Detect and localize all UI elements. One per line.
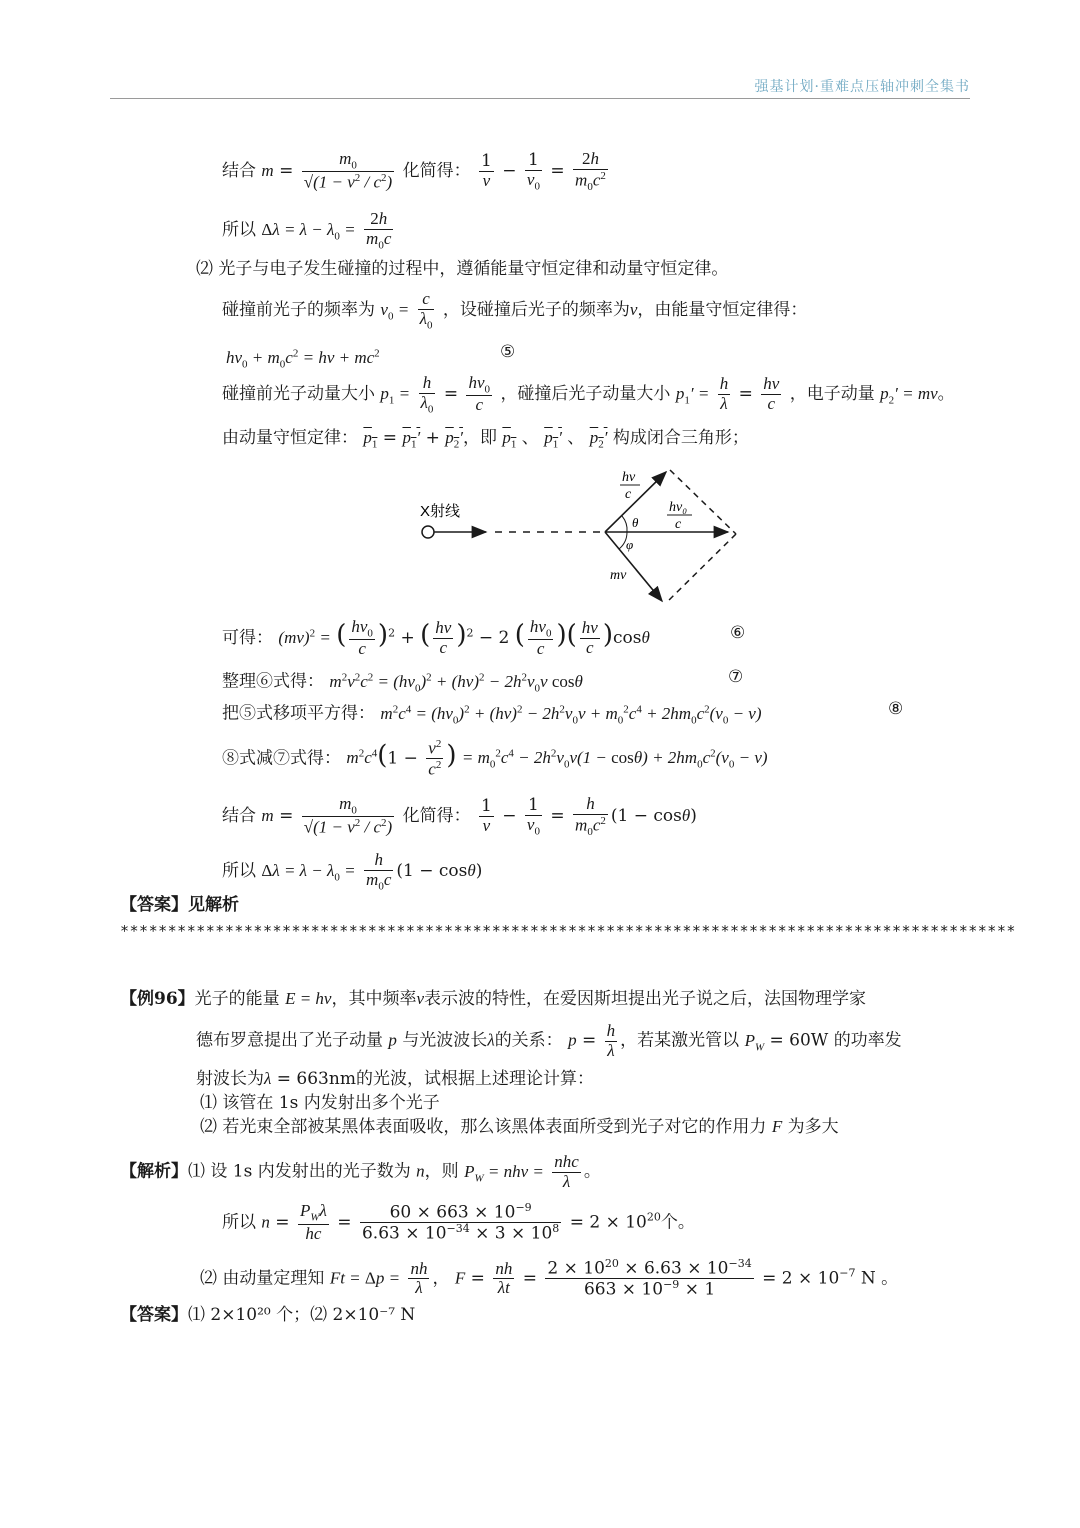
eq-line-1: 结合 m = $\frac{m_0}{√(1 - v^2 / c^2)}$ 化简得： $\frac{1}{\nu}$ − $\frac{1}{\nu_0}$ = $\frac{2h}{m_0c^2}$ xyxy=(222,149,606,193)
example-q2: ⑵ 若光束全部被某黑体表面吸收，那么该黑体表面所受到光子对它的作用力 F 为多大 xyxy=(200,1117,839,1137)
solution-line-2: 所以 n = $\frac{P_W\lambda}{hc}$ = $\frac{60 \times 663 \times 10^{-9}}{6.63 \times 10^{-34} \times 3 \times 10^8}$ = $2 \times 10^{20}$个。 xyxy=(222,1201,695,1244)
eq-line-13: 所以 $\Delta\lambda = \lambda - \lambda_0$ = $\frac{h}{m_0c}$ (1 − cosθ) xyxy=(222,850,483,893)
hv0-label: hν₀ xyxy=(669,500,688,515)
eq-line-6: 碰撞前光子动量大小 $p_1$ = $\frac{h}{\lambda_0}$ = $\frac{h\nu_0}{c}$ ，碰撞后光子动量大小 $p_1'$ = $\frac{h}{\lambda}$ = $\frac{h\nu}{c}$ ，电子动量 $p_2'$ = mv。 xyxy=(222,373,955,416)
header-rule xyxy=(110,98,970,99)
momentum-diagram xyxy=(400,460,760,610)
dashed-side-2 xyxy=(666,534,736,603)
solution-line-1: 【解析】⑴ 设 1s 内发射出的光子数为 n，则 $P_W = nh\nu$ = $\frac{\text{nhc}}{\lambda}$ 。 xyxy=(120,1152,601,1191)
eq-line-12: 结合 m = $\frac{m_0}{√(1 - v^2 / c^2)}$ 化简得： $\frac{1}{\nu}$ − $\frac{1}{\nu_0}$ = $\frac{h}{m_0c^2}$ (1 − cosθ) xyxy=(222,794,697,838)
answer-2: 【答案】⑴ 2×10²⁰ 个；⑵ 2×10⁻⁷ N xyxy=(120,1305,416,1325)
eq-number-5: ⑤ xyxy=(500,342,516,362)
answer-1: 【答案】见解析 xyxy=(120,895,239,915)
source-circle xyxy=(422,526,434,538)
hv0-c-label: c xyxy=(675,517,682,532)
eq-line-9: 整理⑥式得： $m^2v^2c^2 = (h\nu_0)^2 + (h\nu)^2 - 2h^2\nu_0\nu$ cosθ xyxy=(222,671,583,695)
theta-label: θ xyxy=(632,515,639,530)
x-ray-label: X射线 xyxy=(420,503,461,520)
eq-line-10: 把⑤式移项平方得： $m^2c^4 = (h\nu_0)^2 + (h\nu)^2 - 2h^2\nu_0\nu + m_0^2c^4 + 2hm_0c^2(\nu_0 - \nu)$ xyxy=(222,703,762,727)
mv-label: mv xyxy=(610,568,627,583)
example-line-3: 射波长为λ = 663nm的光波，试根据上述理论计算： xyxy=(196,1069,594,1089)
eq-line-11: ⑧式减⑦式得： $m^2c^4(1$ − $\frac{v^2}{c^2}$ ) = $m_0^2c^4 - 2h^2\nu_0\nu(1 - \cos\theta) + 2hm_0c^2(\nu_0 - \nu)$ xyxy=(222,738,768,779)
mv-arrow xyxy=(605,532,662,601)
eq-line-2: 所以 $\Delta\lambda = \lambda - \lambda_0$ = $\frac{2h}{m_0c}$ xyxy=(222,209,392,252)
separator-stars: ********************************************************************************************** xyxy=(120,922,1016,940)
eq-number-6: ⑥ xyxy=(730,623,746,643)
phi-label: φ xyxy=(626,537,634,552)
example-line-2: 德布罗意提出了光子动量 p 与光波波长λ的关系： p = $\frac{h}{\lambda}$ ，若某激光管以 $P_W = 60W$ 的功率发 xyxy=(196,1021,902,1060)
hv-c-label: c xyxy=(625,487,632,502)
example-line-1: 【例96】光子的能量 E = hν，其中频率ν表示波的特性，在爱因斯坦提出光子说之后，法国物理学家 xyxy=(120,989,867,1009)
eq-line-7: 由动量守恒定律： $p_1 = p_1' + p_2'$，即 $p_1$ 、 $p_1'$ 、 $p_2'$ 构成闭合三角形； xyxy=(222,428,749,451)
eq-number-8: ⑧ xyxy=(888,699,904,719)
page-header: 强基计划·重难点压轴冲刺全集书 xyxy=(754,79,970,95)
theta-arc xyxy=(622,516,627,532)
eq-number-7: ⑦ xyxy=(728,667,744,687)
eq-line-4: 碰撞前光子的频率为 $\nu_0$ = $\frac{c}{\lambda_0}$ ，设碰撞后光子的频率为ν，由能量守恒定律得： xyxy=(222,289,808,332)
section-2-text: ⑵ 光子与电子发生碰撞的过程中，遵循能量守恒定律和动量守恒定律。 xyxy=(196,259,729,279)
eq-line-5: $h\nu_0 + m_0c^2 = h\nu + mc^2$ xyxy=(226,347,380,371)
solution-line-3: ⑵ 由动量定理知 Ft = Δp = $\frac{nh}{\lambda}$ ， F = $\frac{nh}{\lambda t}$ = $\frac{2 \times 10^{20} \times 6.63 \times 10^{-34}}{663 \times 10^{-9} \times 1}$ = $2 \times 10^{-7}$ N 。 xyxy=(200,1257,899,1300)
eq-line-8: 可得： (mv)$^2$ = ( $\frac{h\nu_0}{c}$ )$^2$ + ( $\frac{h\nu}{c}$ )$^2$ − 2 ( $\frac{h\nu_0}{c}$ )( $\frac{h\nu}{c}$ )cosθ xyxy=(222,617,650,659)
example-q1: ⑴ 该管在 1s 内发射出多个光子 xyxy=(200,1093,440,1113)
hv-label: hν xyxy=(622,470,636,485)
